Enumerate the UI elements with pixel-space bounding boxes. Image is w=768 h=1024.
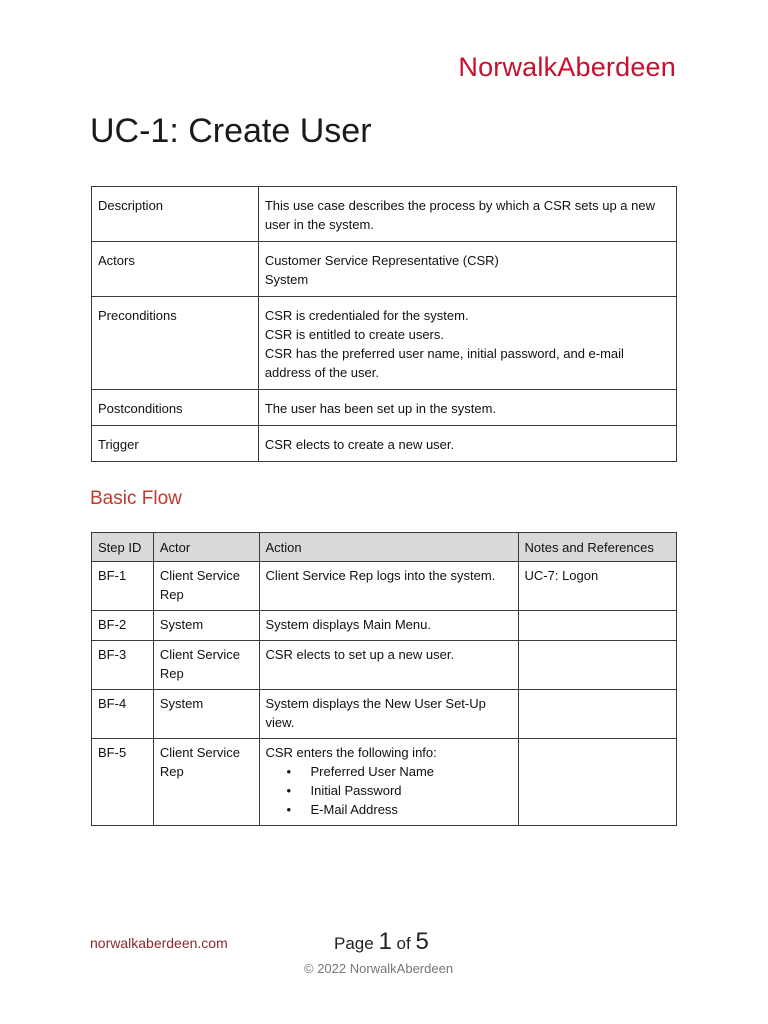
column-header: Action [259,533,518,562]
bullet-item: • Initial Password [311,781,512,800]
step-actor: Client Service Rep [153,562,259,611]
row-label: Trigger [92,426,259,462]
bullet-item: • E-Mail Address [311,800,512,819]
row-value-line: CSR elects to create a new user. [264,437,455,452]
footer-website-link[interactable]: norwalkaberdeen.com [90,935,228,951]
row-label: Preconditions [92,297,259,390]
page-total: 5 [415,928,429,955]
page-of: of [396,934,411,953]
step-id: BF-5 [92,739,154,826]
step-actor: Client Service Rep [153,641,259,690]
step-id: BF-2 [92,611,154,641]
table-row [92,390,677,426]
table-header-row [92,533,677,562]
table-row [92,611,677,641]
step-action: CSR elects to set up a new user. [259,641,518,690]
step-id: BF-3 [92,641,154,690]
row-value-line: System [264,272,309,287]
row-value-line: CSR is credentialed for the system. [264,308,469,323]
step-notes [518,611,676,641]
bullet-item: • Preferred User Name [311,762,512,781]
step-action: System displays the New User Set-Up view. [259,690,518,739]
page-current: 1 [378,928,392,955]
table-row [92,242,677,297]
row-value-line: The user has been set up in the system. [264,401,497,416]
row-value [258,297,676,390]
step-action-text: CSR enters the following info: [265,745,437,760]
column-header: Step ID [92,533,154,562]
row-value [258,187,676,242]
table-row [92,562,677,611]
step-notes: UC-7: Logon [518,562,676,611]
step-notes [518,641,676,690]
step-actor: Client Service Rep [153,739,259,826]
table-row [92,297,677,390]
bullet-list [266,762,512,819]
row-label: Postconditions [92,390,259,426]
row-value [258,426,676,462]
step-actor: System [153,611,259,641]
row-label: Actors [92,242,259,297]
row-value-line: CSR has the preferred user name, initial password, and e-mail address of the user. [264,346,624,380]
copyright-notice: © 2022 NorwalkAberdeen [304,961,454,976]
column-header: Actor [153,533,259,562]
step-action [259,739,518,826]
basic-flow-table [91,532,677,826]
step-notes [518,739,676,826]
step-actor: System [153,690,259,739]
step-action: Client Service Rep logs into the system. [259,562,518,611]
row-value [258,242,676,297]
row-value-line: CSR is entitled to create users. [264,327,445,342]
step-notes [518,690,676,739]
table-row [92,187,677,242]
page-number [334,928,429,956]
step-id: BF-1 [92,562,154,611]
table-row [92,739,677,826]
table-row [92,426,677,462]
step-id: BF-4 [92,690,154,739]
row-label: Description [92,187,259,242]
row-value-line: This use case describes the process by which a CSR sets up a new user in the system. [264,198,655,232]
page-title: UC-1: Create User [90,112,372,150]
brand-logo-text: NorwalkAberdeen [458,52,676,82]
section-heading-basic-flow: Basic Flow [90,488,182,509]
page-label: Page [334,934,374,953]
row-value-line: Customer Service Representative (CSR) [264,253,499,268]
table-row [92,690,677,739]
use-case-table [91,186,677,462]
column-header: Notes and References [518,533,676,562]
step-action: System displays Main Menu. [259,611,518,641]
row-value [258,390,676,426]
table-row [92,641,677,690]
